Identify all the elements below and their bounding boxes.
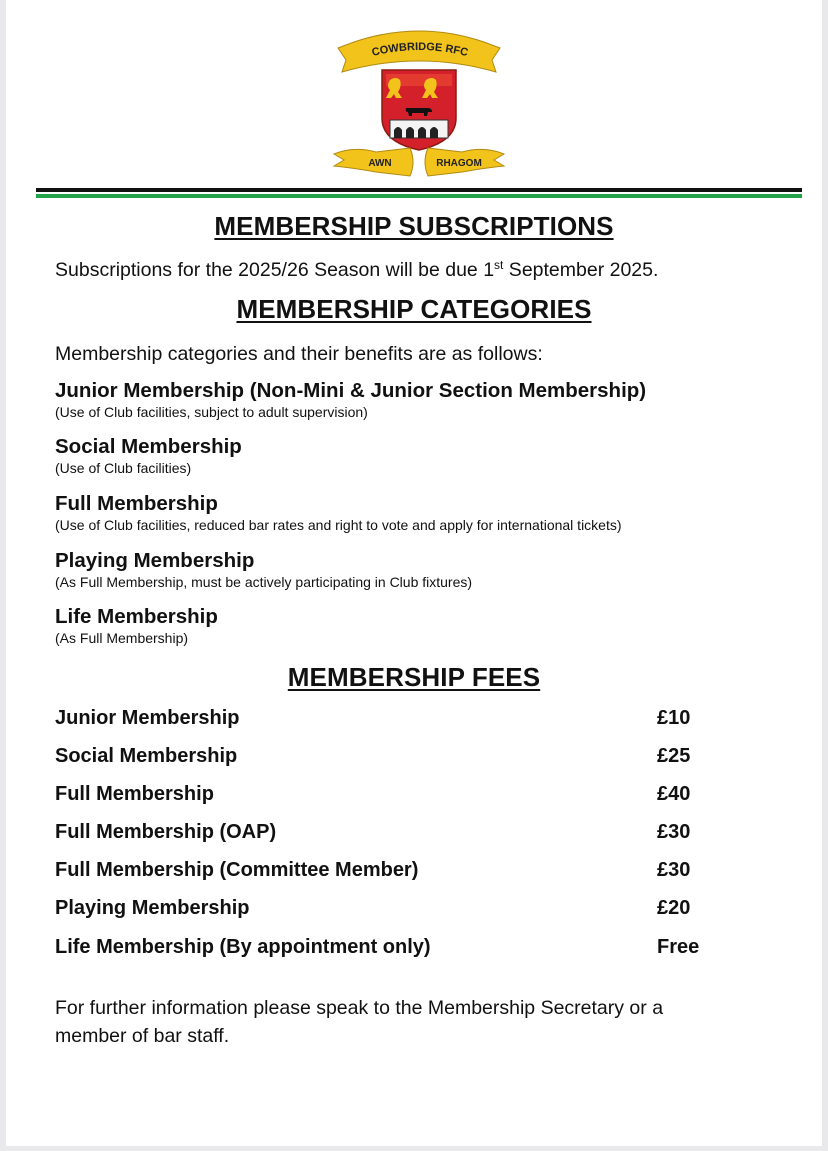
- fee-row: [55, 707, 755, 733]
- crest-motto-right: RHAGOM: [436, 158, 482, 169]
- category-title: Social Membership: [55, 435, 242, 458]
- fee-label: Life Membership (By appointment only): [55, 936, 431, 958]
- fee-value: Free: [657, 936, 700, 958]
- subscriptions-text-post: September 2025.: [503, 259, 659, 281]
- category-desc: (As Full Membership): [55, 630, 189, 646]
- fee-label: Social Membership: [55, 745, 238, 767]
- category-title: Life Membership: [55, 605, 218, 628]
- category-social: [55, 435, 785, 477]
- fee-label: Junior Membership: [55, 707, 240, 729]
- categories-intro: Membership categories and their benefits are as follows:: [55, 343, 543, 365]
- fee-row: [55, 897, 755, 923]
- crest-motto-left: AWN: [368, 158, 392, 169]
- footer-note: [55, 994, 663, 1050]
- fee-value: £30: [657, 859, 691, 881]
- footer-line-1: For further information please speak to the Membership Secretary or a: [55, 997, 664, 1019]
- fee-value: £25: [657, 745, 691, 767]
- subscriptions-text-pre: Subscriptions for the 2025/26 Season will be due 1: [55, 259, 495, 281]
- fee-value: £20: [657, 897, 691, 919]
- fee-row: [55, 783, 755, 809]
- fee-value: £40: [657, 783, 691, 805]
- fee-label: Full Membership: [55, 783, 214, 805]
- category-desc: (Use of Club facilities, reduced bar rates and right to vote and apply for international tickets): [55, 517, 622, 533]
- fee-row: [55, 859, 755, 885]
- categories-heading: MEMBERSHIP CATEGORIES: [236, 294, 592, 324]
- fee-row: [55, 821, 755, 847]
- fee-label: Playing Membership: [55, 897, 250, 919]
- category-full: [55, 492, 785, 534]
- club-crest-logo: [324, 26, 514, 182]
- category-playing: [55, 549, 785, 591]
- subscriptions-text: [55, 256, 658, 284]
- fees-heading: MEMBERSHIP FEES: [287, 662, 541, 692]
- document-page: [6, 0, 822, 1146]
- divider-green: [36, 194, 802, 198]
- category-title: Junior Membership (Non-Mini & Junior Section Membership): [55, 379, 647, 402]
- fee-row: [55, 936, 755, 962]
- category-desc: (As Full Membership, must be actively participating in Club fixtures): [55, 574, 473, 590]
- fee-value: £10: [657, 707, 691, 729]
- category-title: Full Membership: [55, 492, 218, 515]
- crest-banner-text: COWBRIDGE RFC: [370, 40, 470, 60]
- subscriptions-text-sup: st: [494, 258, 504, 272]
- category-junior: [55, 379, 785, 421]
- divider-black: [36, 188, 802, 192]
- subscriptions-heading: MEMBERSHIP SUBSCRIPTIONS: [214, 211, 614, 241]
- fee-value: £30: [657, 821, 691, 843]
- category-desc: (Use of Club facilities, subject to adult supervision): [55, 404, 368, 420]
- fee-label: Full Membership (Committee Member): [55, 859, 419, 881]
- category-desc: (Use of Club facilities): [55, 460, 192, 476]
- category-title: Playing Membership: [55, 549, 255, 572]
- footer-line-2: member of bar staff.: [55, 1025, 230, 1047]
- fee-row: [55, 745, 755, 771]
- fee-label: Full Membership (OAP): [55, 821, 277, 843]
- category-life: [55, 605, 785, 647]
